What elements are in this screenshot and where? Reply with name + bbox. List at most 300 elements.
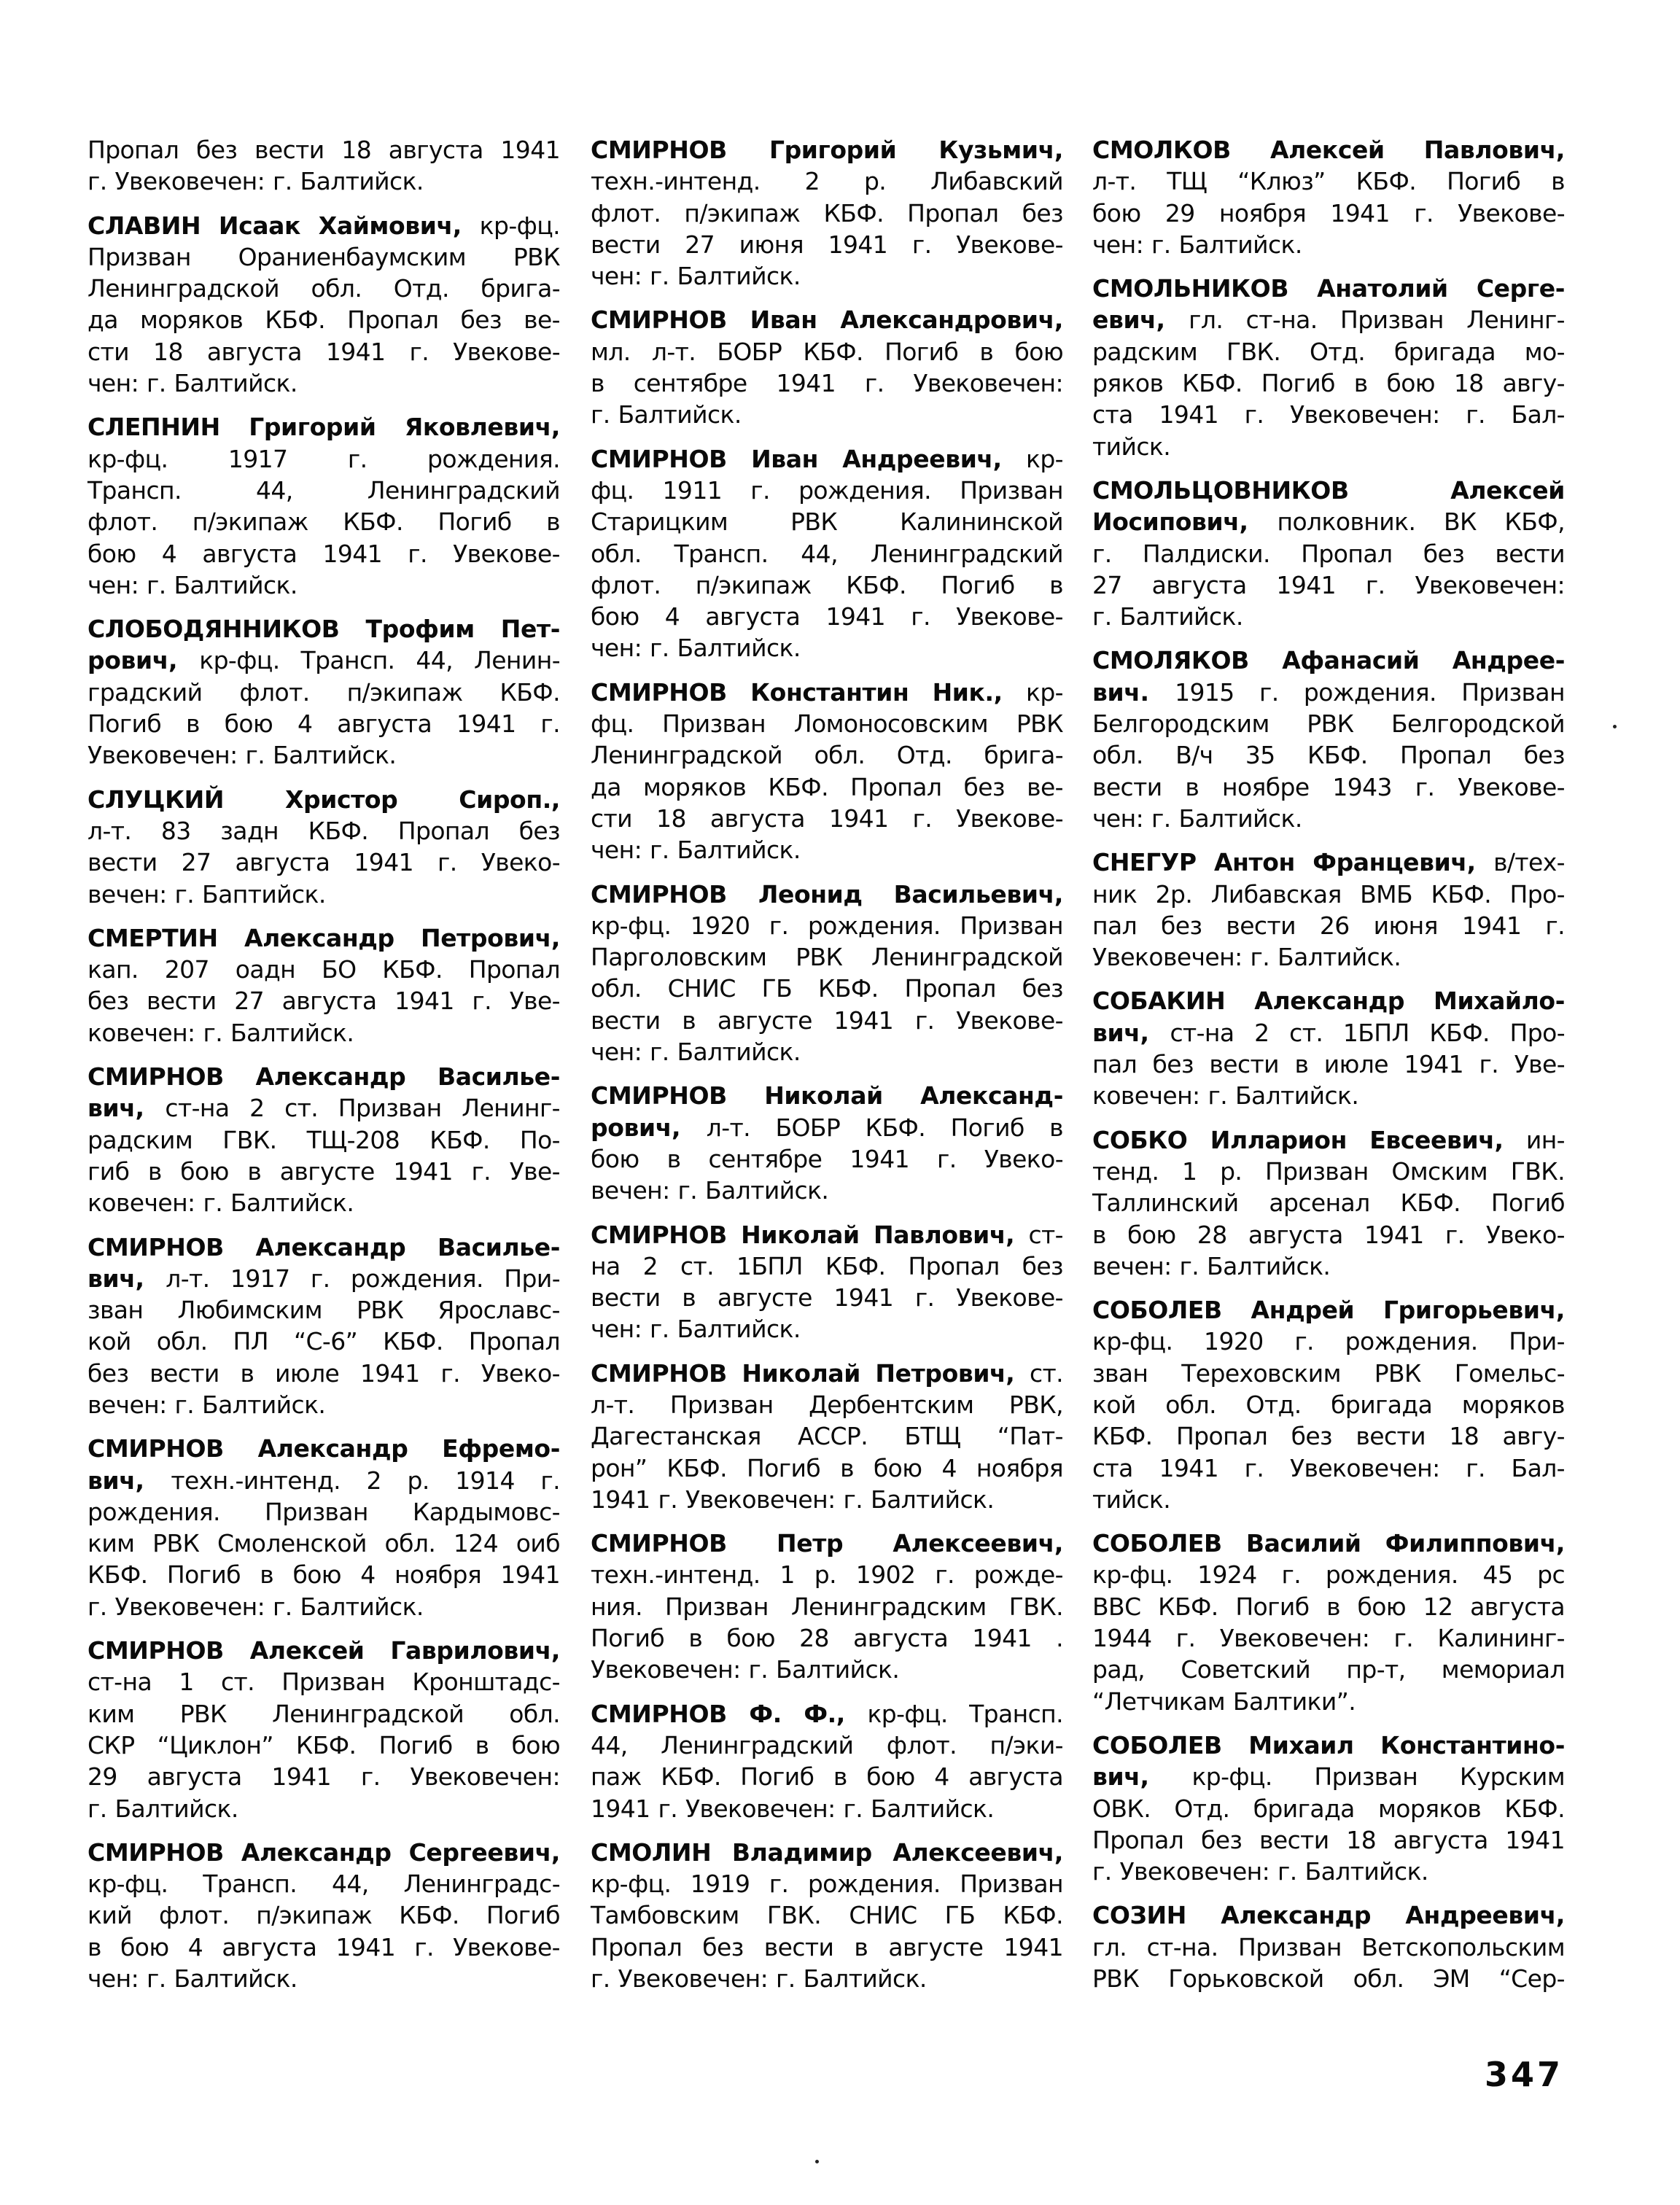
entry-line bbox=[88, 954, 560, 985]
entry-name: СМОЛЬНИКОВ Анатолий Серге- bbox=[1092, 274, 1565, 303]
entry-text: гл. ст-на. Призван Ленинг- bbox=[1189, 306, 1565, 335]
entry-line bbox=[1092, 1124, 1565, 1156]
entry-line bbox=[591, 803, 1063, 834]
entry-text: вечен: г. Балтийск. bbox=[591, 1176, 829, 1205]
entry-name: СЛЕПНИН Григорий Яковлевич, bbox=[88, 413, 560, 442]
column-3 bbox=[1092, 134, 1565, 2007]
entry-line bbox=[1092, 1824, 1565, 1856]
entry-name: СМОЛЬЦОВНИКОВ Алексей bbox=[1092, 475, 1565, 505]
entry bbox=[1092, 985, 1565, 1111]
entry-text: ковечен: г. Балтийск. bbox=[1092, 1081, 1359, 1111]
entry-text: ким РВК Ленинградской обл. bbox=[88, 1699, 560, 1728]
entry-line bbox=[591, 910, 1063, 941]
entry-text: Тамбовским ГВК. СНИС ГБ КБФ. bbox=[591, 1901, 1063, 1930]
entry-text: Трансп. 44, Ленинградский bbox=[88, 475, 560, 505]
entry-text: ряков КБФ. Погиб в бою 18 авгу- bbox=[1092, 369, 1565, 398]
entry-text: бою 29 ноября 1941 г. Увекове- bbox=[1092, 198, 1565, 228]
entry-text: Пропал без вести 18 августа 1941 bbox=[88, 136, 560, 164]
entry-name: рович, bbox=[88, 646, 200, 675]
entry-line bbox=[1092, 1686, 1565, 1717]
entry-line bbox=[88, 1358, 560, 1389]
entry-line bbox=[88, 677, 560, 708]
entry bbox=[88, 613, 560, 771]
entry-line bbox=[591, 538, 1063, 569]
entry-line bbox=[88, 1156, 560, 1187]
entry bbox=[88, 411, 560, 601]
entry-text: кой обл. Отд. бригада моряков bbox=[1092, 1390, 1565, 1419]
entry bbox=[591, 443, 1063, 664]
entry-line bbox=[88, 1294, 560, 1326]
entry-line bbox=[1092, 229, 1565, 260]
entry-line bbox=[591, 304, 1063, 335]
entry-line bbox=[88, 1559, 560, 1590]
entry-text: без вести в июле 1941 г. Увеко- bbox=[88, 1358, 560, 1388]
entry-name: вич, bbox=[88, 1094, 166, 1123]
entry-name: СМИРНОВ Николай Павлович, bbox=[591, 1220, 1029, 1249]
entry-line bbox=[88, 411, 560, 443]
entry-line bbox=[88, 241, 560, 273]
entry-line bbox=[591, 1622, 1063, 1654]
column-1 bbox=[88, 134, 560, 2007]
entry-line bbox=[88, 1666, 560, 1698]
entry-text: вечен: г. Балтийск. bbox=[88, 1390, 326, 1419]
entry bbox=[591, 1528, 1063, 1685]
entry-line bbox=[88, 1698, 560, 1730]
entry-line bbox=[591, 1591, 1063, 1622]
entry-text: Дагестанская АССР. БТЩ “Пат- bbox=[591, 1422, 1063, 1451]
entry-text: в сентябре 1941 г. Увековечен: bbox=[591, 369, 1063, 398]
entry-line bbox=[1092, 475, 1565, 506]
entry-line bbox=[1092, 506, 1565, 537]
entry-line bbox=[1092, 431, 1565, 462]
entry-line bbox=[591, 475, 1063, 506]
entry-line bbox=[1092, 1899, 1565, 1931]
entry-text: бою в сентябре 1941 г. Увеко- bbox=[591, 1144, 1063, 1173]
entry-text: Увековечен: г. Балтийск. bbox=[88, 741, 397, 770]
entry-line bbox=[591, 1143, 1063, 1175]
entry-line bbox=[88, 304, 560, 335]
entry-text: РВК Горьковской обл. ЭМ “Сер- bbox=[1092, 1964, 1565, 1994]
entry-text: рад, Советский пр-т, мемориал bbox=[1092, 1655, 1565, 1684]
entry-line bbox=[1092, 1294, 1565, 1326]
entry-line bbox=[591, 166, 1063, 197]
entry-text: Старицким РВК Калининской bbox=[591, 508, 1063, 537]
entry-text: техн.-интенд. 2 р. 1914 г. bbox=[171, 1466, 561, 1495]
entry-line bbox=[1092, 1559, 1565, 1590]
print-speck bbox=[815, 2160, 819, 2163]
entry-line bbox=[591, 1559, 1063, 1590]
entry-text: чен: г. Балтийск. bbox=[591, 634, 801, 663]
entry-text: фц. 1911 г. рождения. Призван bbox=[591, 475, 1063, 505]
entry-name: СМОЛИН Владимир Алексеевич, bbox=[591, 1838, 1063, 1867]
entry-line bbox=[88, 985, 560, 1016]
entry-line bbox=[591, 229, 1063, 260]
entry-name: СМИРНОВ Александр Ефремо- bbox=[88, 1434, 560, 1463]
entry bbox=[591, 1698, 1063, 1824]
entry bbox=[88, 784, 560, 910]
entry bbox=[1092, 475, 1565, 632]
entry-line bbox=[1092, 708, 1565, 739]
entry-name: СОБАКИН Александр Михайло- bbox=[1092, 987, 1565, 1016]
entry-text: Ленинградской обл. Отд. брига- bbox=[88, 274, 560, 303]
entry-line bbox=[88, 739, 560, 771]
entry-line bbox=[591, 399, 1063, 430]
entry-text: кр-фц. Трансп. 44, Ленинградс- bbox=[88, 1870, 560, 1899]
entry-line bbox=[1092, 1156, 1565, 1187]
entry-text: кр-фц. 1920 г. рождения. При- bbox=[1092, 1327, 1565, 1356]
entry-name: вич. bbox=[1092, 677, 1175, 707]
entry-text: л-т. Призван Дербентским РВК, bbox=[591, 1390, 1063, 1419]
entry-line bbox=[88, 1837, 560, 1868]
entry-text: кр-фц. 1920 г. рождения. Призван bbox=[591, 911, 1063, 940]
entry-text: Призван Ораниенбаумским РВК bbox=[88, 242, 560, 271]
entry-text: г. Увековечен: г. Балтийск. bbox=[1092, 1857, 1428, 1886]
entry-text: вести 27 августа 1941 г. Увеко- bbox=[88, 848, 560, 877]
entry-text: кр-фц. 1917 г. рождения. bbox=[88, 444, 560, 473]
entry-text: вести в августе 1941 г. Увекове- bbox=[591, 1006, 1063, 1035]
entry-text: радским ГВК. Отд. бригада мо- bbox=[1092, 337, 1565, 366]
entry-text: бою 4 августа 1941 г. Увекове- bbox=[88, 539, 560, 568]
entry bbox=[1092, 273, 1565, 462]
entry-line bbox=[88, 569, 560, 601]
entry-text: 1915 г. рождения. Призван bbox=[1175, 677, 1565, 707]
entry-name: СМИРНОВ Иван Андреевич, bbox=[591, 444, 1026, 473]
entry-text: вечен: г. Балтийск. bbox=[1092, 1251, 1331, 1280]
entry-text: да моряков КБФ. Пропал без ве- bbox=[88, 306, 560, 335]
entry-line bbox=[88, 1591, 560, 1622]
entry-line bbox=[1092, 198, 1565, 229]
entry-line bbox=[88, 1793, 560, 1824]
entry-text: флот. п/экипаж КБФ. Пропал без bbox=[591, 198, 1063, 228]
entry-line bbox=[591, 1528, 1063, 1559]
entry-text: кр-фц. Трансп. bbox=[867, 1699, 1063, 1728]
entry-line bbox=[88, 1465, 560, 1496]
entry-line bbox=[591, 1452, 1063, 1484]
entry-line bbox=[591, 336, 1063, 368]
entry-line bbox=[591, 1899, 1063, 1931]
entry-line bbox=[591, 368, 1063, 399]
entry-name: СМОЛКОВ Алексей Павлович, bbox=[1092, 136, 1565, 164]
entry-line bbox=[1092, 1219, 1565, 1251]
entry-line bbox=[591, 1420, 1063, 1452]
entry-line bbox=[591, 834, 1063, 866]
entry-line bbox=[88, 134, 560, 166]
entry-text: флот. п/экипаж КБФ. Погиб в bbox=[591, 570, 1063, 599]
entry-text: чен: г. Балтийск. bbox=[88, 369, 298, 398]
entry-text: СКР “Циклон” КБФ. Погиб в бою bbox=[88, 1730, 560, 1759]
entry-line bbox=[591, 1175, 1063, 1206]
entry-line bbox=[88, 1528, 560, 1559]
entry-name: СМИРНОВ Григорий Кузьмич, bbox=[591, 136, 1063, 164]
entry-name: СОБОЛЕВ Михаил Константино- bbox=[1092, 1730, 1565, 1759]
entry-text: фц. Призван Ломоносовским РВК bbox=[591, 709, 1063, 739]
entry-text: 44, Ленинградский флот. п/эки- bbox=[591, 1730, 1063, 1759]
entry-text: паж КБФ. Погиб в бою 4 августа bbox=[591, 1762, 1063, 1792]
entry-name: СМИРНОВ Леонид Васильевич, bbox=[591, 879, 1063, 909]
entry bbox=[88, 210, 560, 400]
entry-text: тийск. bbox=[1092, 432, 1171, 461]
entry-text: 29 августа 1941 г. Увековечен: bbox=[88, 1762, 560, 1792]
page-number: 347 bbox=[1485, 2055, 1564, 2094]
entry-line bbox=[591, 739, 1063, 771]
entry-line bbox=[1092, 166, 1565, 197]
entry bbox=[1092, 1528, 1565, 1717]
entry-text: ст- bbox=[1028, 1220, 1063, 1249]
entry-line bbox=[591, 1932, 1063, 1963]
entry-line bbox=[1092, 677, 1565, 708]
entry-line bbox=[88, 1232, 560, 1263]
entry-text: радским ГВК. ТЩ-208 КБФ. По- bbox=[88, 1125, 560, 1154]
entry-text: г. Балтийск. bbox=[88, 1794, 238, 1823]
entry-text: 1944 г. Увековечен: г. Калининг- bbox=[1092, 1624, 1565, 1653]
print-speck bbox=[1613, 725, 1617, 728]
entry-text: КБФ. Пропал без вести 18 авгу- bbox=[1092, 1422, 1565, 1451]
entry bbox=[1092, 645, 1565, 834]
entry-line bbox=[1092, 1622, 1565, 1654]
entry-line bbox=[1092, 134, 1565, 166]
entry-line bbox=[591, 1484, 1063, 1515]
entry-name: СМИРНОВ Ф. Ф., bbox=[591, 1699, 868, 1728]
entry-text: ник 2р. Либавская ВМБ КБФ. Про- bbox=[1092, 879, 1565, 909]
entry bbox=[1092, 1730, 1565, 1887]
entry-line bbox=[88, 166, 560, 197]
entry-text: вести в августе 1941 г. Увекове- bbox=[591, 1283, 1063, 1312]
entry-text: кой обл. ПЛ “С-6” КБФ. Пропал bbox=[88, 1327, 560, 1356]
entry-line bbox=[88, 1761, 560, 1792]
entry-line bbox=[591, 1868, 1063, 1899]
entry-line bbox=[1092, 1358, 1565, 1389]
entry-line bbox=[1092, 1591, 1565, 1622]
entry-line bbox=[591, 1698, 1063, 1730]
entry-text: да моряков КБФ. Пропал без ве- bbox=[591, 772, 1063, 801]
entry bbox=[591, 1080, 1063, 1206]
entry-text: 27 августа 1941 г. Увековечен: bbox=[1092, 570, 1565, 599]
entry-text: чен: г. Балтийск. bbox=[591, 1038, 801, 1067]
entry-line bbox=[88, 506, 560, 537]
entry-text: кий флот. п/экипаж КБФ. Погиб bbox=[88, 1901, 560, 1930]
entry-line bbox=[1092, 399, 1565, 430]
entry-line bbox=[1092, 304, 1565, 335]
entry-text: Увековечен: г. Балтийск. bbox=[591, 1655, 900, 1684]
entry bbox=[1092, 1899, 1565, 1994]
entry-text: флот. п/экипаж КБФ. Погиб в bbox=[88, 508, 560, 537]
entry-text: гиб в бою в августе 1941 г. Уве- bbox=[88, 1156, 560, 1186]
entry-name: СЛОБОДЯННИКОВ Трофим Пет- bbox=[88, 615, 560, 644]
entry-line bbox=[88, 645, 560, 676]
entry-line bbox=[591, 1219, 1063, 1251]
entry-name: евич, bbox=[1092, 306, 1189, 335]
entry-name: Иосипович, bbox=[1092, 508, 1278, 537]
entry-line bbox=[591, 1251, 1063, 1282]
entry bbox=[591, 677, 1063, 866]
entry-line bbox=[1092, 771, 1565, 803]
entry-text: гл. ст-на. Призван Ветскопольским bbox=[1092, 1932, 1565, 1961]
entry-line bbox=[1092, 601, 1565, 632]
entry-name: СОБОЛЕВ Василий Филиппович, bbox=[1092, 1529, 1565, 1558]
entry-text: чен: г. Балтийск. bbox=[88, 570, 298, 599]
entry-line bbox=[591, 708, 1063, 739]
entry-line bbox=[1092, 1389, 1565, 1420]
entry-text: чен: г. Балтийск. bbox=[1092, 804, 1302, 833]
entry-text: г. Палдиски. Пропал без вести bbox=[1092, 539, 1565, 568]
entry-text: тийск. bbox=[1092, 1485, 1171, 1514]
entry-name: СМЕРТИН Александр Петрович, bbox=[88, 923, 560, 952]
entry-line bbox=[1092, 538, 1565, 569]
entry-text: ковечен: г. Балтийск. bbox=[88, 1189, 354, 1218]
entry-line bbox=[591, 1313, 1063, 1345]
entry-text: ста 1941 г. Увековечен: г. Бал- bbox=[1092, 400, 1565, 429]
entry-line bbox=[1092, 1187, 1565, 1218]
entry-line bbox=[1092, 569, 1565, 601]
entry-line bbox=[1092, 1793, 1565, 1824]
entry-line bbox=[1092, 739, 1565, 771]
entry-text: в бою 28 августа 1941 г. Увеко- bbox=[1092, 1220, 1565, 1249]
entry-line bbox=[1092, 1730, 1565, 1761]
entry-text: г. Увековечен: г. Балтийск. bbox=[88, 1592, 424, 1621]
entry-line bbox=[591, 1005, 1063, 1036]
entry-text: “Летчикам Балтики”. bbox=[1092, 1687, 1356, 1716]
entry-line bbox=[591, 1654, 1063, 1685]
entry-text: мл. л-т. БОБР КБФ. Погиб в бою bbox=[591, 337, 1063, 366]
entry-line bbox=[1092, 273, 1565, 304]
entry-line bbox=[1092, 645, 1565, 676]
entry-text: Пропал без вести в августе 1941 bbox=[591, 1932, 1063, 1961]
entry-text: сти 18 августа 1941 г. Увекове- bbox=[591, 804, 1063, 833]
entry bbox=[88, 922, 560, 1049]
entry bbox=[591, 304, 1063, 430]
entry-line bbox=[591, 443, 1063, 475]
entry-text: обл. СНИС ГБ КБФ. Пропал без bbox=[591, 974, 1063, 1003]
entry-line bbox=[591, 1389, 1063, 1420]
entry-line bbox=[1092, 1017, 1565, 1049]
entry-text: вечен: г. Баптийск. bbox=[88, 879, 326, 909]
entry bbox=[591, 879, 1063, 1068]
entry-text: ния. Призван Ленинградским ГВК. bbox=[591, 1592, 1063, 1621]
entry-line bbox=[88, 1326, 560, 1357]
entry-line bbox=[591, 1358, 1063, 1389]
entry-line bbox=[591, 1761, 1063, 1792]
entry-text: ин- bbox=[1525, 1125, 1565, 1154]
entry-line bbox=[1092, 1326, 1565, 1357]
entry-line bbox=[591, 1837, 1063, 1868]
entry-text: Белгородским РВК Белгородской bbox=[1092, 709, 1565, 739]
entry-line bbox=[88, 1187, 560, 1218]
entry-text: сти 18 августа 1941 г. Увекове- bbox=[88, 337, 560, 366]
entry-text: вести в ноябре 1943 г. Увекове- bbox=[1092, 772, 1565, 801]
entry-text: градский флот. п/экипаж КБФ. bbox=[88, 677, 560, 707]
entry-text: зван Любимским РВК Ярославс- bbox=[88, 1296, 560, 1325]
entry-line bbox=[88, 879, 560, 910]
entry-name: СОБКО Илларион Евсеевич, bbox=[1092, 1125, 1526, 1154]
entry-name: СМИРНОВ Иван Александрович, bbox=[591, 306, 1063, 335]
entry-line bbox=[88, 1496, 560, 1528]
entry-name: вич, bbox=[88, 1466, 171, 1495]
entry-line bbox=[591, 601, 1063, 632]
entry-text: л-т. 83 задн КБФ. Пропал без bbox=[88, 816, 560, 845]
entry-line bbox=[88, 1017, 560, 1049]
entry-text: Парголовским РВК Ленинградской bbox=[591, 943, 1063, 972]
entry-text: Погиб в бою 28 августа 1941 . bbox=[591, 1624, 1063, 1653]
entry-line bbox=[591, 569, 1063, 601]
entry-line bbox=[88, 1899, 560, 1931]
entry bbox=[88, 1837, 560, 1994]
entry-line bbox=[88, 1932, 560, 1963]
entry-name: СМИРНОВ Константин Ник., bbox=[591, 677, 1026, 707]
entry-name: СМИРНОВ Александр Сергеевич, bbox=[88, 1838, 560, 1867]
entry-text: Ленинградской обл. Отд. брига- bbox=[591, 741, 1063, 770]
entry-name: рович, bbox=[591, 1113, 707, 1142]
entry-text: 1941 г. Увековечен: г. Балтийск. bbox=[591, 1485, 995, 1514]
entry-line bbox=[88, 784, 560, 815]
entry-line bbox=[88, 368, 560, 399]
entry-line bbox=[88, 1730, 560, 1761]
entry-text: Таллинский арсенал КБФ. Погиб bbox=[1092, 1189, 1565, 1218]
entry-text: ст-на 2 ст. 1БПЛ КБФ. Про- bbox=[1170, 1018, 1565, 1047]
entry-text: в/тех- bbox=[1493, 848, 1565, 877]
entry-line bbox=[1092, 1856, 1565, 1887]
entry-name: вич, bbox=[1092, 1018, 1170, 1047]
entry-text: без вести 27 августа 1941 г. Уве- bbox=[88, 987, 560, 1016]
entry-line bbox=[591, 1282, 1063, 1313]
entry-name: вич, bbox=[1092, 1762, 1192, 1792]
entry-line bbox=[88, 210, 560, 241]
entry-text: л-т. ТЩ “Клюз” КБФ. Погиб в bbox=[1092, 167, 1565, 196]
entry bbox=[1092, 847, 1565, 973]
entry-line bbox=[1092, 1484, 1565, 1515]
entry-name: СМИРНОВ Александр Василье- bbox=[88, 1232, 560, 1261]
entry-line bbox=[88, 1635, 560, 1666]
entry-name: СМИРНОВ Алексей Гаврилович, bbox=[88, 1636, 560, 1665]
entry-line bbox=[88, 708, 560, 739]
entry bbox=[591, 1837, 1063, 1994]
entry-line bbox=[591, 677, 1063, 708]
entry-text: рон” КБФ. Погиб в бою 4 ноября bbox=[591, 1453, 1063, 1482]
entry-text: техн.-интенд. 2 р. Либавский bbox=[591, 167, 1063, 196]
entry bbox=[88, 1433, 560, 1622]
entry bbox=[1092, 134, 1565, 260]
entry-text: Погиб в бою 4 августа 1941 г. bbox=[88, 709, 560, 739]
entry-text: чен: г. Балтийск. bbox=[591, 1315, 801, 1344]
entry-name: СЛУЦКИЙ Христор Сироп., bbox=[88, 785, 560, 814]
entry-text: ВВС КБФ. Погиб в бою 12 августа bbox=[1092, 1592, 1565, 1621]
entry-line bbox=[88, 815, 560, 847]
entry-text: ста 1941 г. Увековечен: г. Бал- bbox=[1092, 1453, 1565, 1482]
entry bbox=[1092, 1124, 1565, 1282]
entry-line bbox=[1092, 1654, 1565, 1685]
entry-line bbox=[88, 443, 560, 475]
entry-line bbox=[1092, 1080, 1565, 1111]
entry bbox=[88, 1635, 560, 1824]
entry-line bbox=[88, 475, 560, 506]
entry-text: бою 4 августа 1941 г. Увекове- bbox=[591, 602, 1063, 631]
entry-name: СЛАВИН Исаак Хаймович, bbox=[88, 211, 480, 240]
entry-text: кр-фц. Трансп. 44, Ленин- bbox=[199, 646, 561, 675]
entry bbox=[88, 134, 560, 198]
entry-line bbox=[591, 941, 1063, 973]
entry-line bbox=[88, 613, 560, 645]
entry-text: кап. 207 оадн БО КБФ. Пропал bbox=[88, 955, 560, 984]
entry bbox=[1092, 1294, 1565, 1515]
entry-line bbox=[1092, 1761, 1565, 1792]
entry-text: ОВК. Отд. бригада моряков КБФ. bbox=[1092, 1794, 1565, 1823]
entry-text: ст-на 1 ст. Призван Кронштадс- bbox=[88, 1668, 560, 1697]
entry-line bbox=[591, 1963, 1063, 1994]
entry-text: л-т. 1917 г. рождения. При- bbox=[166, 1264, 561, 1293]
entry-line bbox=[88, 273, 560, 304]
entry-text: г. Балтийск. bbox=[591, 400, 742, 429]
entry-text: чен: г. Балтийск. bbox=[88, 1964, 298, 1994]
entry-line bbox=[88, 1092, 560, 1124]
